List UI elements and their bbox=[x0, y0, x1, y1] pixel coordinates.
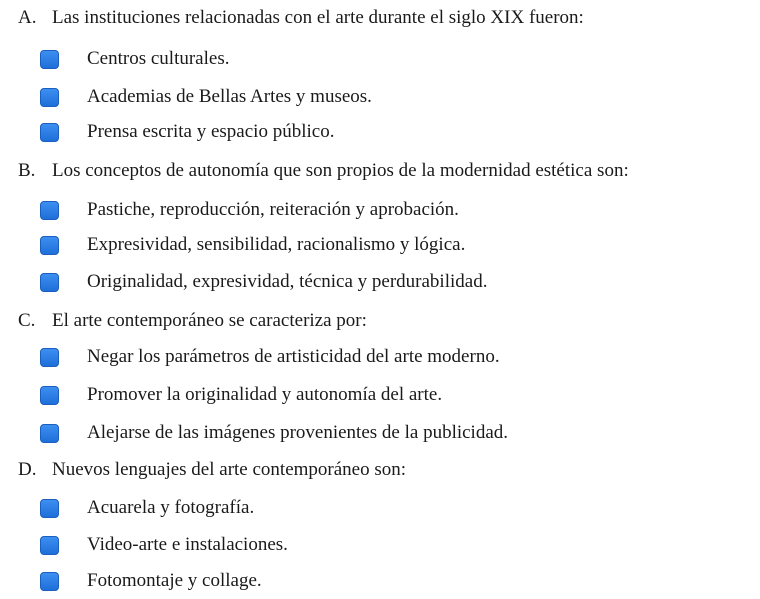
option-c3[interactable] bbox=[40, 421, 508, 445]
option-d3[interactable] bbox=[40, 569, 262, 593]
question-letter: A. bbox=[18, 7, 37, 28]
checkbox[interactable] bbox=[40, 424, 59, 443]
option-label: Video-arte e instalaciones. bbox=[87, 534, 288, 555]
option-c2[interactable] bbox=[40, 383, 442, 407]
option-label: Alejarse de las imágenes provenientes de la publicidad. bbox=[87, 422, 509, 443]
option-c1[interactable] bbox=[40, 345, 500, 369]
question-text: El arte contemporáneo se caracteriza por: bbox=[52, 310, 367, 331]
option-a3[interactable] bbox=[40, 120, 334, 144]
question-text: Los conceptos de autonomía que son propios de la modernidad estética son: bbox=[52, 160, 629, 181]
option-label: Pastiche, reproducción, reiteración y aprobación. bbox=[87, 199, 459, 220]
checkbox[interactable] bbox=[40, 273, 59, 292]
checkbox[interactable] bbox=[40, 88, 59, 107]
checkbox[interactable] bbox=[40, 386, 59, 405]
option-label: Originalidad, expresividad, técnica y perdurabilidad. bbox=[87, 271, 488, 292]
checkbox[interactable] bbox=[40, 572, 59, 591]
option-b2[interactable] bbox=[40, 233, 465, 257]
checkbox[interactable] bbox=[40, 123, 59, 142]
checkbox[interactable] bbox=[40, 499, 59, 518]
question-b bbox=[18, 159, 629, 183]
option-d2[interactable] bbox=[40, 533, 288, 557]
checkbox[interactable] bbox=[40, 236, 59, 255]
option-label: Centros culturales. bbox=[87, 48, 230, 69]
option-a1[interactable] bbox=[40, 47, 229, 71]
option-label: Academias de Bellas Artes y museos. bbox=[87, 86, 372, 107]
question-letter: B. bbox=[18, 160, 36, 181]
checkbox[interactable] bbox=[40, 536, 59, 555]
question-a bbox=[18, 6, 584, 30]
option-d1[interactable] bbox=[40, 496, 254, 520]
option-label: Negar los parámetros de artisticidad del arte moderno. bbox=[87, 346, 500, 367]
checkbox[interactable] bbox=[40, 50, 59, 69]
question-letter: D. bbox=[18, 459, 37, 480]
option-label: Acuarela y fotografía. bbox=[87, 497, 255, 518]
option-a2[interactable] bbox=[40, 85, 372, 109]
question-text: Las instituciones relacionadas con el arte durante el siglo XIX fueron: bbox=[52, 7, 584, 28]
option-label: Prensa escrita y espacio público. bbox=[87, 121, 335, 142]
checkbox[interactable] bbox=[40, 348, 59, 367]
question-d bbox=[18, 458, 406, 482]
question-letter: C. bbox=[18, 310, 36, 331]
question-text: Nuevos lenguajes del arte contemporáneo son: bbox=[52, 459, 407, 480]
checkbox[interactable] bbox=[40, 201, 59, 220]
option-label: Expresividad, sensibilidad, racionalismo y lógica. bbox=[87, 234, 466, 255]
option-label: Promover la originalidad y autonomía del arte. bbox=[87, 384, 443, 405]
option-b3[interactable] bbox=[40, 270, 487, 294]
option-b1[interactable] bbox=[40, 198, 459, 222]
option-label: Fotomontaje y collage. bbox=[87, 570, 262, 591]
question-c bbox=[18, 309, 367, 333]
